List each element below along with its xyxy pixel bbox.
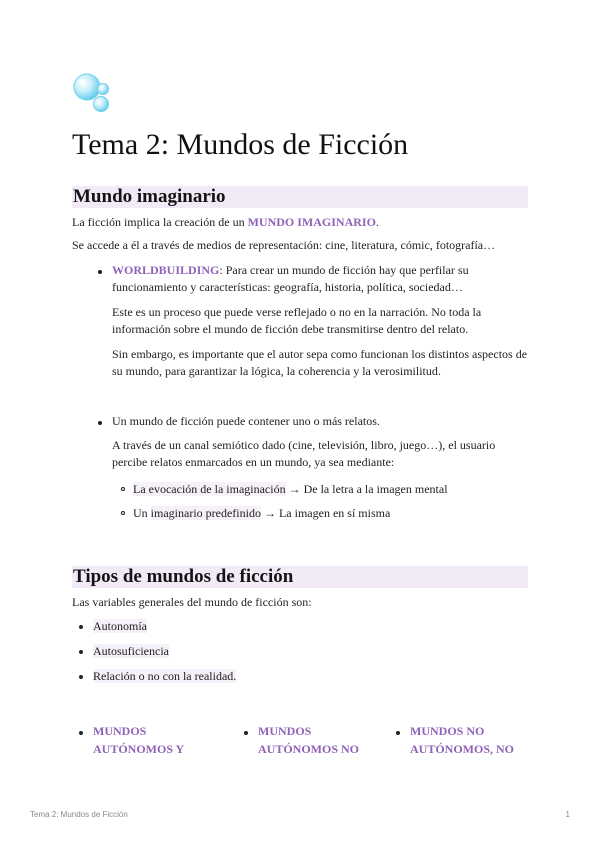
- footer-title: Tema 2: Mundos de Ficción: [30, 810, 128, 819]
- sub-item-evocacion: La evocación de la imaginación → De la letra a la imagen mental: [133, 482, 448, 496]
- page-number: 1: [565, 810, 570, 819]
- bullet-marker: [79, 625, 83, 629]
- column-mundos-no-autonomos: MUNDOS NO AUTÓNOMOS, NO: [410, 724, 515, 756]
- paragraph-medios: Se accede a él a través de medios de representación: cine, literatura, cómic, fotografía…: [72, 238, 496, 252]
- soap-bubbles-icon: [72, 72, 114, 114]
- bullet-marker: [244, 731, 248, 735]
- sub-item-imaginario: Un imaginario predefinido → La imagen en sí misma: [133, 506, 391, 520]
- paragraph-variables: Las variables generales del mundo de ficción son:: [72, 595, 312, 609]
- list-item-worldbuilding: WORLDBUILDING: Para crear un mundo de ficción hay que perfilar su funcionamiento y características: geografía, historia, política, sociedad… Este es un proceso que puede verse reflejado o no en la narración. No toda la información sobre el mundo de ficción debe transmitirse dentro del relato. Sin embargo, es importante que el autor sepa como funcionan los distintos aspectos de su mundo, para garantizar la lógica, la coherencia y la verosimilitud.: [112, 263, 528, 378]
- accent-worldbuilding: WORLDBUILDING: [112, 263, 220, 277]
- bullet-marker: [79, 731, 83, 735]
- column-mundos-autonomos-y: MUNDOS AUTÓNOMOS Y: [93, 724, 185, 756]
- page-title: Tema 2: Mundos de Ficción: [72, 128, 409, 161]
- list-item-relacion: Relación o no con la realidad.: [93, 669, 237, 683]
- accent-mundo-imaginario: MUNDO IMAGINARIO: [247, 215, 376, 229]
- paragraph-intro: La ficción implica la creación de un MUNDO IMAGINARIO.: [72, 215, 379, 229]
- sub-bullet-marker: [121, 487, 125, 491]
- list-item-autosuficiencia: Autosuficiencia: [93, 644, 169, 658]
- sub-bullet-marker: [121, 511, 125, 515]
- bullet-marker: [396, 731, 400, 735]
- list-item-relatos: Un mundo de ficción puede contener uno o más relatos. A través de un canal semiótico dado (cine, televisión, libro, juego…), el usuario percibe relatos enmarcados en un mundo, ya sea mediante:: [112, 414, 496, 469]
- bullet-marker: [79, 650, 83, 654]
- section-heading-mundo-imaginario: Mundo imaginario: [72, 186, 528, 208]
- section-heading-tipos: Tipos de mundos de ficción: [72, 566, 528, 588]
- bullet-marker: [98, 270, 102, 274]
- bullet-marker: [98, 421, 102, 425]
- list-item-autonomia: Autonomía: [93, 619, 147, 633]
- column-mundos-autonomos-no: MUNDOS AUTÓNOMOS NO: [258, 724, 360, 756]
- bullet-marker: [79, 675, 83, 679]
